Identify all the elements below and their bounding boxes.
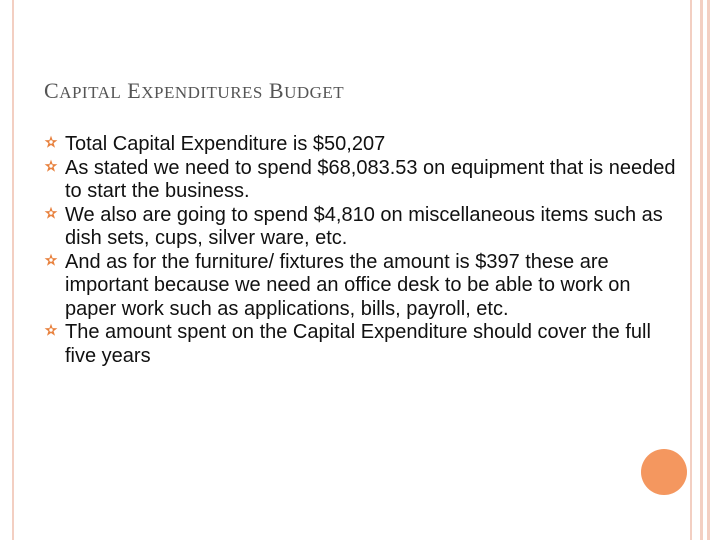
- list-item: [44, 157, 684, 204]
- slide-title: CAPITAL EXPENDITURES BUDGET: [44, 78, 345, 103]
- bullet-list: [44, 133, 684, 368]
- star-bullet-icon: [44, 323, 58, 337]
- bullet-text: As stated we need to spend $68,083.53 on equipment that is needed to start the business.: [65, 156, 676, 202]
- bullet-text: The amount spent on the Capital Expenditure should cover the full five years: [65, 321, 651, 367]
- bullet-text: We also are going to spend $4,810 on miscellaneous items such as dish sets, cups, silver ware, etc.: [65, 203, 663, 249]
- bullet-text: And as for the furniture/ fixtures the amount is $397 these are important because we need an office desk to be able to work on paper work such as applications, bills, payroll, etc.: [65, 250, 631, 320]
- right-decor-bar-1: [700, 0, 703, 540]
- right-decor-bar-2: [707, 0, 710, 540]
- accent-circle: [641, 449, 687, 495]
- list-item: [44, 204, 684, 251]
- list-item: [44, 133, 684, 157]
- list-item: [44, 251, 684, 322]
- star-bullet-icon: [44, 253, 58, 267]
- bullet-text: Total Capital Expenditure is $50,207: [65, 133, 386, 155]
- star-bullet-icon: [44, 135, 58, 149]
- list-item: [44, 321, 684, 368]
- star-bullet-icon: [44, 206, 58, 220]
- star-bullet-icon: [44, 159, 58, 173]
